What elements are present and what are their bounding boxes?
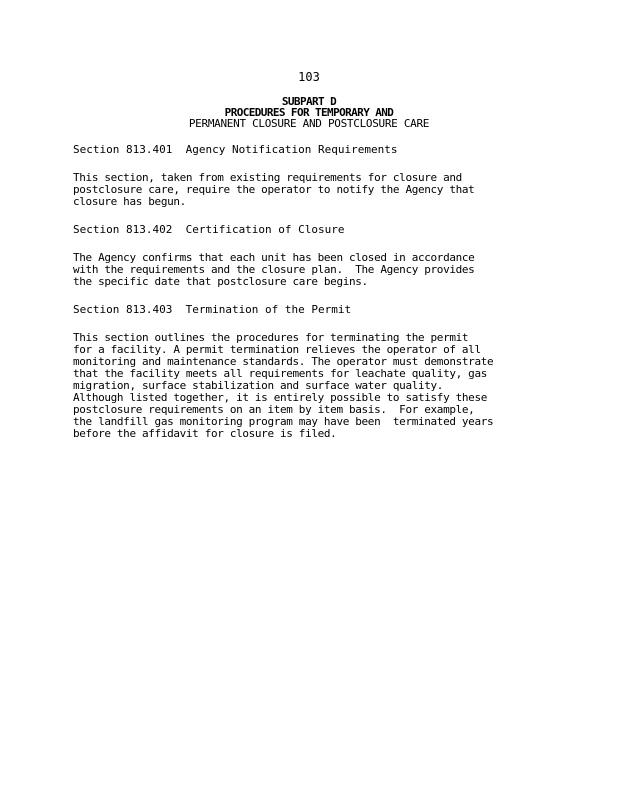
section-813-401 <box>73 144 563 208</box>
paragraph-line: This section outlines the procedures for terminating the permit <box>73 331 469 344</box>
section-paragraph <box>73 252 563 288</box>
paragraph-line: closure has begun. <box>73 195 186 208</box>
paragraph-line: postclosure requirements on an item by item basis. For example, <box>73 403 475 416</box>
paragraph-line: Although listed together, it is entirely possible to satisfy these <box>73 391 487 404</box>
section-paragraph <box>73 172 563 208</box>
section-heading: Section 813.403 Termination of the Permit <box>73 303 352 316</box>
section-813-403 <box>73 304 563 440</box>
subpart-title: SUBPART D <box>281 95 337 108</box>
title-block <box>0 96 618 129</box>
section-heading: Section 813.402 Certification of Closure <box>73 223 345 236</box>
procedures-title: PROCEDURES FOR TEMPORARY AND <box>224 106 394 119</box>
paragraph-line: monitoring and maintenance standards. The operator must demonstrate <box>73 355 494 368</box>
section-paragraph <box>73 332 563 440</box>
paragraph-line: before the affidavit for closure is filed. <box>73 427 337 440</box>
paragraph-line: This section, taken from existing requirements for closure and <box>73 171 462 184</box>
closure-title: PERMANENT CLOSURE AND POSTCLOSURE CARE <box>188 117 430 130</box>
paragraph-line: the landfill gas monitoring program may have been terminated years <box>73 415 494 428</box>
paragraph-line: postclosure care, require the operator to notify the Agency that <box>73 183 475 196</box>
document-body <box>73 144 563 456</box>
paragraph-line: that the facility meets all requirements for leachate quality, gas <box>73 367 487 380</box>
page-number: 103 <box>298 70 320 84</box>
section-813-402 <box>73 224 563 288</box>
paragraph-line: The Agency confirms that each unit has been closed in accordance <box>73 251 475 264</box>
paragraph-line: with the requirements and the closure plan. The Agency provides <box>73 263 475 276</box>
paragraph-line: the specific date that postclosure care begins. <box>73 275 368 288</box>
paragraph-line: for a facility. A permit termination relieves the operator of all <box>73 343 481 356</box>
paragraph-line: migration, surface stabilization and surface water quality. <box>73 379 444 392</box>
section-heading: Section 813.401 Agency Notification Requirements <box>73 143 398 156</box>
